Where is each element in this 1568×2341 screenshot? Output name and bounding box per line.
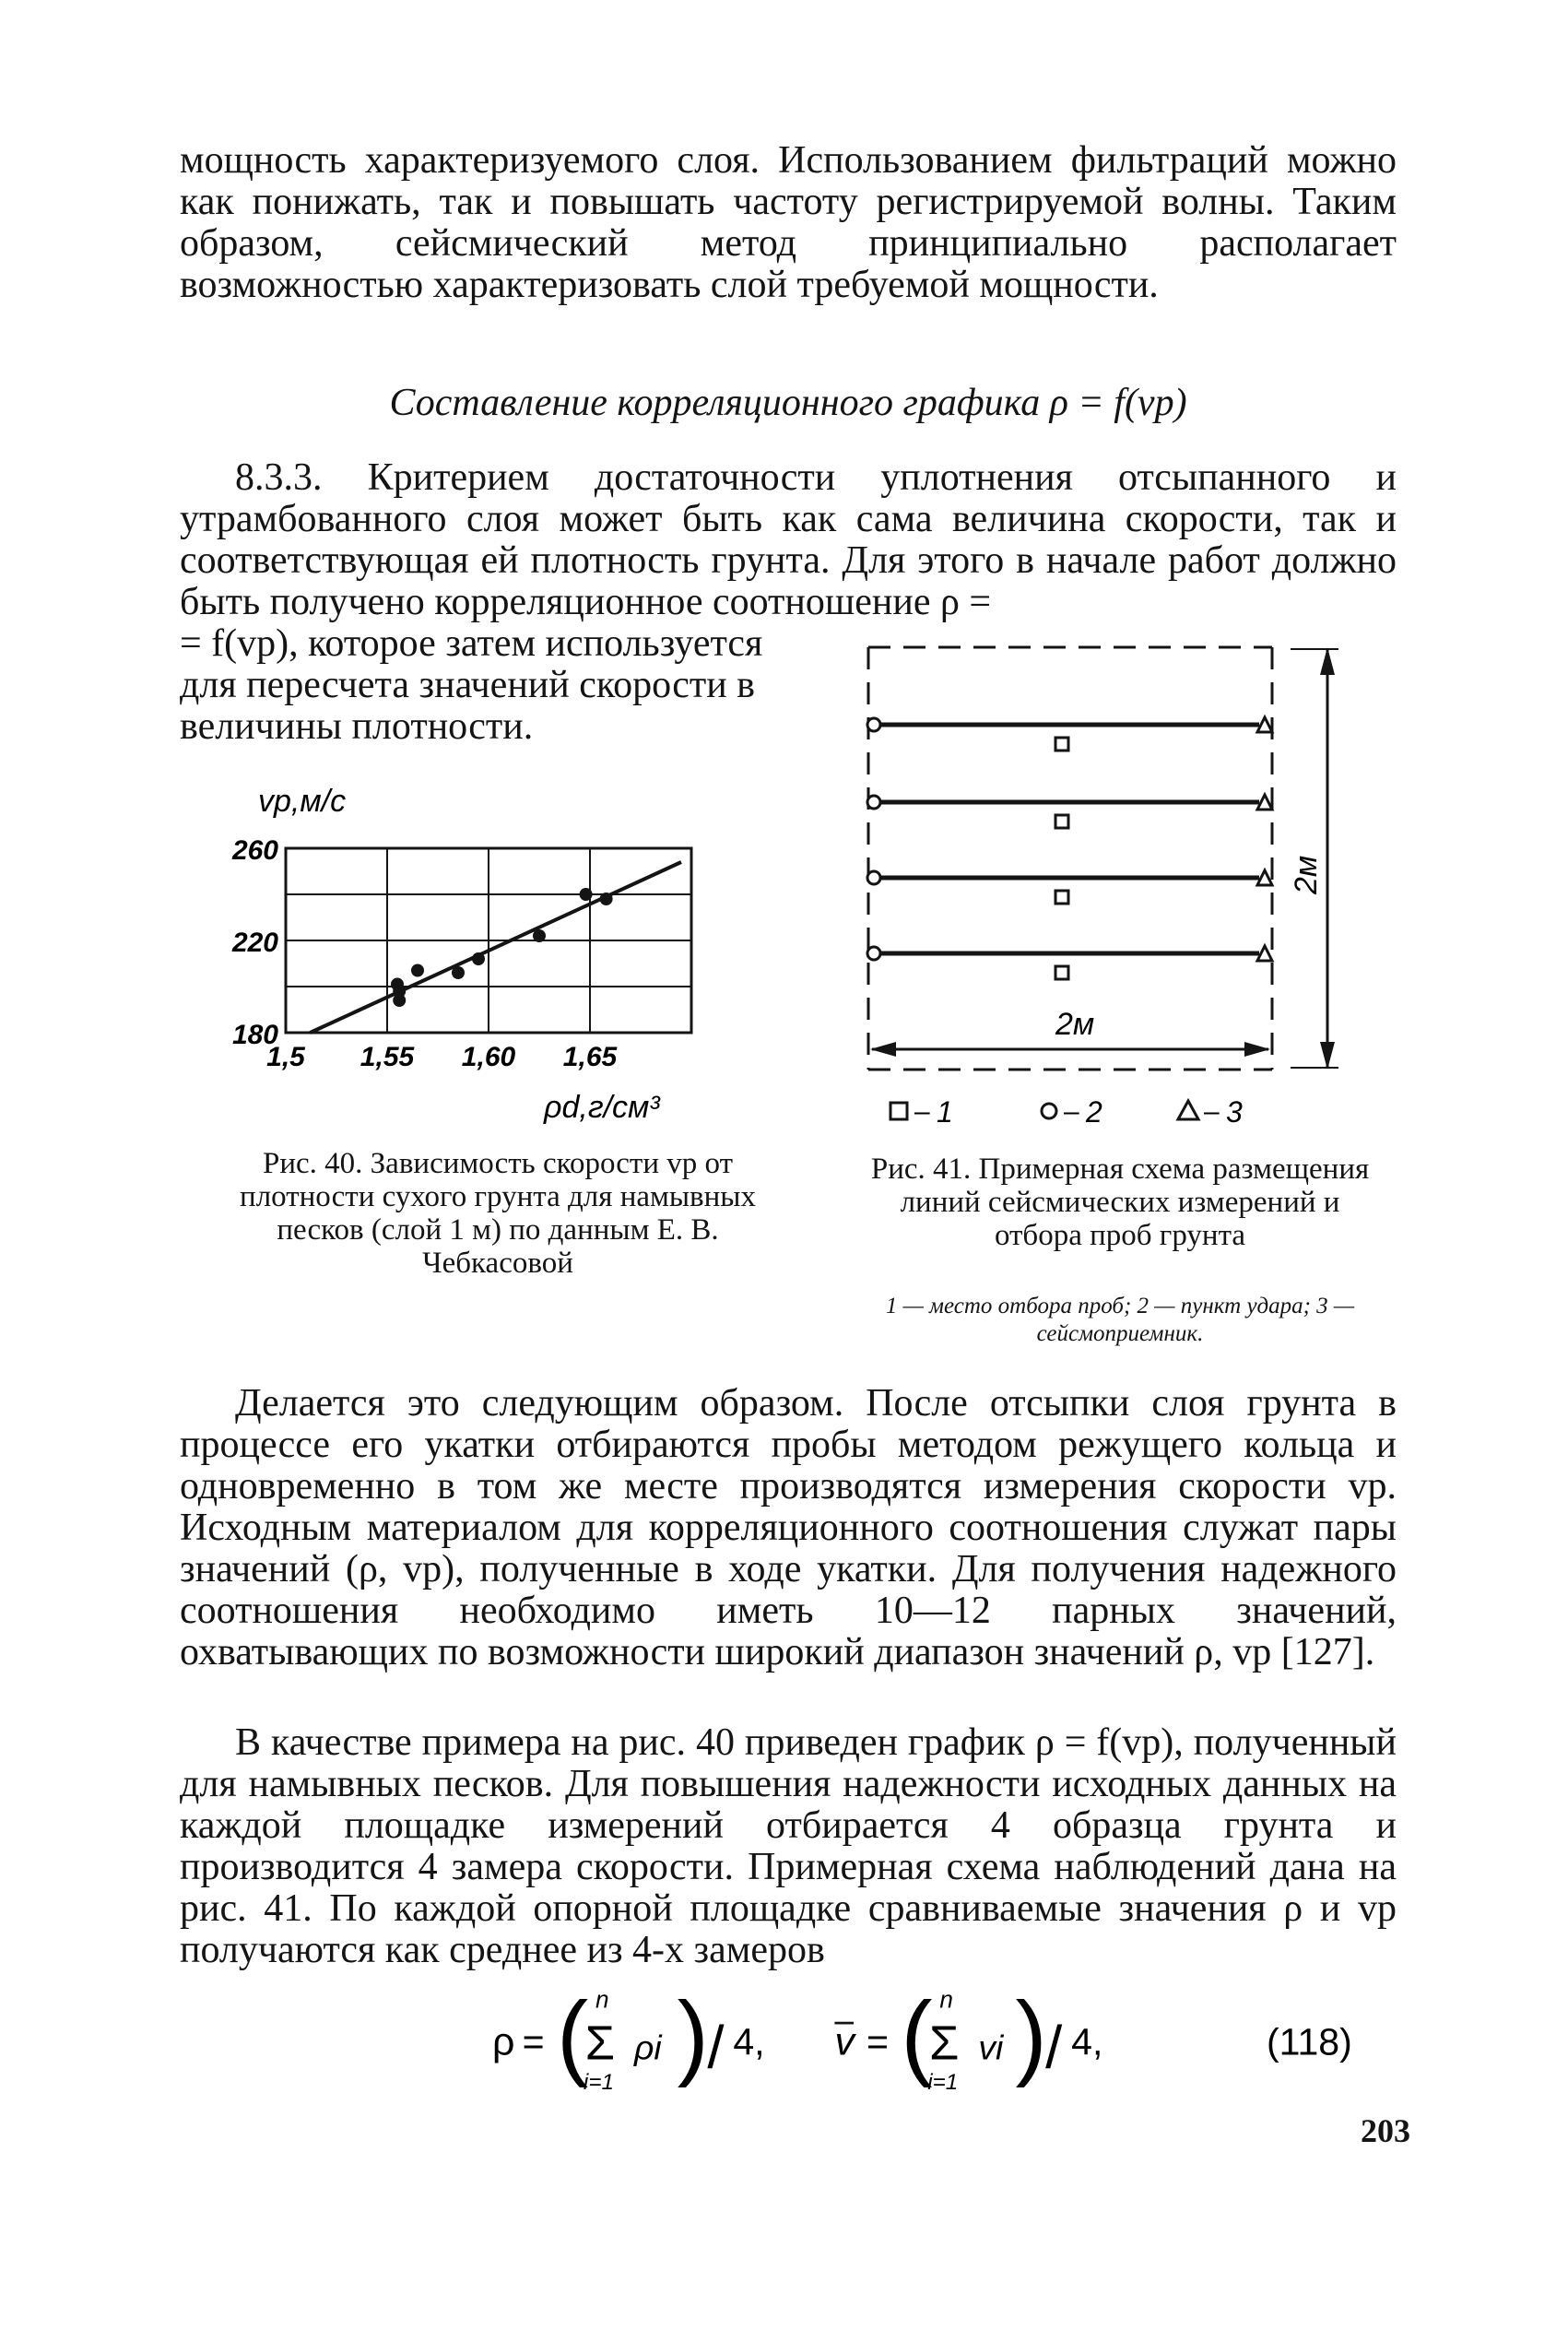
fig40-trend-line — [310, 862, 681, 1033]
fig40-caption: Рис. 40. Зависимость скорости vp от плотности сухого грунта для намывных песков (слой 1 м) по данным Е. В. Чебкасовой — [240, 1147, 756, 1280]
fig40-x-tick-label: 1,65 — [562, 1042, 618, 1072]
fig41-measurement-line — [867, 870, 1272, 904]
formula-v-i: vi — [978, 2028, 1004, 2067]
fig40-x-axis-label: ρd,г/см³ — [544, 1090, 660, 1125]
strike-point-circle — [867, 796, 880, 809]
formula-118 — [442, 1973, 1420, 2102]
body-paragraph-1: Делается это следующим образом. После отсыпки слоя грунта в процессе его укатки отбираются пробы методом режущего кольца и одновременно в том же месте производятся измерения скорости vp. Исходным материалом для корреляционного соотношения служат пары значений (ρ, vp), полученные в ходе укатки. Для получения надежного соотношения необходимо иметь 10—12 парных значений, охватывающих по возможности широкий диапазон значений ρ, vp [127]. — [180, 1382, 1397, 1673]
fig40-ticks — [231, 835, 619, 1072]
section-heading: Составление корреляционного графика ρ = f(vp) — [389, 382, 1187, 424]
strike-point-circle — [867, 947, 880, 960]
sample-square — [1055, 815, 1068, 828]
paragraph-833: 8.3.3. Критерием достаточности уплотнения отсыпанного и утрамбованного слоя может быть как сама величина скорости, так и соответствующая ей плотность грунта. Для этого в начале работ должно быть получено корреляционное соотношение ρ = — [180, 456, 1397, 623]
fig41-caption: Рис. 41. Примерная схема размещения линий сейсмических измерений и отбора проб грунта — [870, 1153, 1370, 1252]
fig40-x-tick-label: 1,55 — [360, 1042, 415, 1072]
fig40-x-tick-label: 1,60 — [461, 1042, 516, 1072]
svg-text:/: / — [1045, 2013, 1063, 2081]
fig40-data-marks — [310, 862, 681, 1033]
fig40-y-tick-label: 260 — [231, 835, 278, 866]
fig41-vertical-dimension-label: 2м — [1289, 855, 1324, 894]
fig41-measurement-line — [867, 795, 1272, 828]
svg-text:=: = — [522, 2020, 545, 2063]
svg-text:=: = — [867, 2020, 889, 2063]
formula-number: (118) — [1267, 2020, 1352, 2063]
sum-lower-limit: i=1 — [927, 2070, 959, 2095]
legend-label-2: 2 — [1086, 1095, 1102, 1129]
sum-sign: Σ — [584, 2016, 616, 2071]
legend-triangle-icon — [1178, 1101, 1198, 1119]
sample-square — [1055, 891, 1068, 904]
paragraph-833-continuation: = f(vp), которое затем используется для пересчета значений скорости в величины плотности. — [180, 622, 763, 748]
geophone-triangle — [1257, 870, 1272, 885]
sum-upper-limit: n — [595, 1985, 609, 2014]
fig41-horizontal-dimension — [870, 1007, 1270, 1057]
intro-paragraph: мощность характеризуемого слоя. Использованием фильтраций можно как понижать, так и повышать частоту регистрируемой волны. Таким образом, сейсмический метод принципиально располагает возможностью характеризовать слой требуемой мощности. — [180, 139, 1397, 306]
legend-square-icon — [890, 1103, 907, 1119]
fig40-y-tick-label: 180 — [231, 1020, 278, 1050]
legend-label-3: 3 — [1226, 1095, 1243, 1129]
svg-text:/: / — [707, 2013, 725, 2081]
formula-v-bar: v — [834, 2019, 855, 2064]
strike-point-circle — [867, 718, 880, 731]
formula-divisor: 4, — [1071, 2020, 1103, 2063]
body-paragraph-2: В качестве примера на рис. 40 приведен график ρ = f(vp), полученный для намывных песков. Для повышения надежности исходных данных на каждой площадке измерений отбирается 4 образца грунта и производится 4 замера скорости. Примерная схема наблюдений дана на рис. 41. По каждой опорной площадке сравниваемые значения ρ и vp получаются как среднее из 4-х замеров — [180, 1721, 1397, 1971]
sample-square — [1055, 738, 1068, 751]
formula-rho: ρ — [492, 2019, 515, 2064]
fig40-grid — [286, 848, 691, 1033]
fig40-data-point — [411, 964, 424, 977]
fig41-legend — [890, 1095, 1243, 1129]
svg-text:(: ( — [901, 1981, 933, 2088]
fig41-caption-legend: 1 — место отбора проб; 2 — пункт удара; 3 — сейсмоприемник. — [885, 1294, 1355, 1346]
fig41-vertical-dimension — [1289, 647, 1338, 1070]
fig41-measurement-line — [867, 717, 1272, 751]
svg-text:–: – — [914, 1096, 930, 1127]
fig40-data-point — [533, 929, 546, 942]
sum-lower-limit: i=1 — [583, 2070, 614, 2095]
sum-sign: Σ — [929, 2016, 960, 2071]
formula-rho-i: ρi — [634, 2028, 662, 2067]
strike-point-circle — [867, 871, 880, 884]
fig40-y-tick-label: 220 — [231, 928, 278, 958]
fig41-scheme — [848, 636, 1364, 1134]
formula-divisor: 4, — [733, 2020, 765, 2063]
fig40-chart — [212, 784, 802, 1134]
fig41-measurement-line — [867, 946, 1272, 979]
fig40-data-point — [472, 952, 485, 965]
fig40-data-point — [452, 966, 465, 979]
geophone-triangle — [1257, 795, 1272, 810]
geophone-triangle — [1257, 946, 1272, 961]
fig40-y-axis-label: vp,м/с — [258, 784, 347, 819]
sample-square — [1055, 966, 1068, 979]
fig41-horizontal-dimension-label: 2м — [1055, 1007, 1095, 1042]
svg-text:): ) — [677, 1981, 709, 2088]
sum-upper-limit: n — [939, 1985, 953, 2014]
svg-text:(: ( — [557, 1981, 589, 2088]
fig40-data-point — [600, 893, 613, 905]
legend-label-1: 1 — [937, 1095, 953, 1129]
svg-text:–: – — [1204, 1096, 1220, 1127]
page-number: 203 — [1361, 2112, 1410, 2149]
svg-text:–: – — [1064, 1096, 1079, 1127]
fig40-data-point — [580, 888, 593, 901]
geophone-triangle — [1257, 717, 1272, 732]
fig40-data-point — [393, 994, 406, 1007]
legend-circle-icon — [1042, 1104, 1056, 1118]
fig40-x-tick-label: 1,5 — [266, 1042, 305, 1072]
svg-text:): ) — [1015, 1981, 1047, 2088]
